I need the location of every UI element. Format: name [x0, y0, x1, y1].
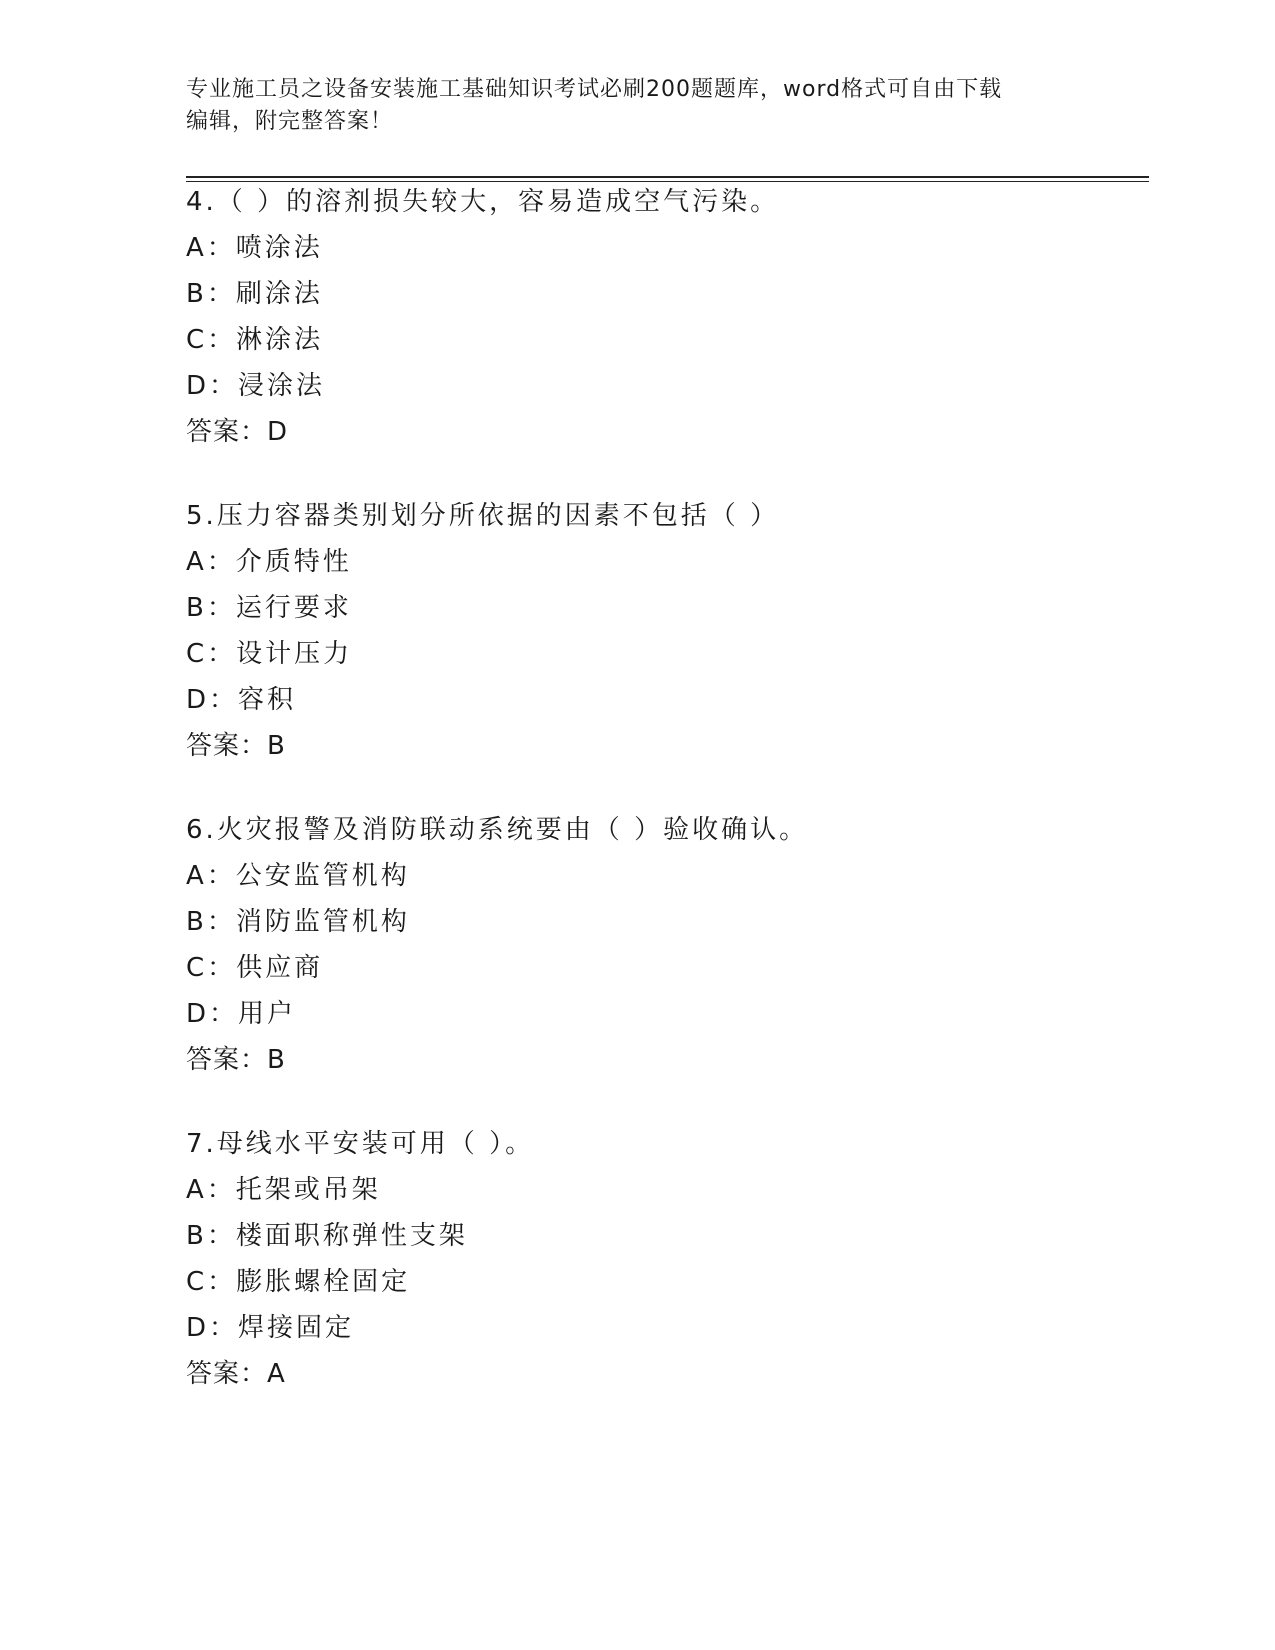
option-a: A：公安监管机构 — [186, 861, 410, 891]
option-d: D：浸涂法 — [186, 371, 326, 401]
option-a: A：喷涂法 — [186, 233, 323, 263]
question-stem: 6.火灾报警及消防联动系统要由（ ）验收确认。 — [186, 815, 809, 845]
option-d: D：用户 — [186, 999, 297, 1029]
answer-line: 答案：A — [186, 1359, 286, 1389]
header-line-1: 专业施工员之设备安装施工基础知识考试必刷200题题库，word格式可自由下载 — [186, 77, 1003, 102]
option-a: A：托架或吊架 — [186, 1175, 381, 1205]
question-6 — [186, 807, 1146, 1083]
option-d: D：容积 — [186, 685, 297, 715]
header-divider-thick — [186, 176, 1149, 178]
option-c: C：膨胀螺栓固定 — [186, 1267, 411, 1297]
question-stem: 4.（ ）的溶剂损失较大，容易造成空气污染。 — [186, 187, 780, 217]
question-stem: 7.母线水平安装可用（ ）。 — [186, 1129, 535, 1159]
option-a: A：介质特性 — [186, 547, 352, 577]
document-header — [186, 74, 1066, 138]
question-4 — [186, 179, 1146, 455]
answer-line: 答案：D — [186, 417, 289, 447]
option-b: B：消防监管机构 — [186, 907, 410, 937]
option-d: D：焊接固定 — [186, 1313, 355, 1343]
question-5 — [186, 493, 1146, 769]
answer-line: 答案：B — [186, 731, 286, 761]
option-b: B：运行要求 — [186, 593, 352, 623]
header-line-2: 编辑，附完整答案！ — [186, 109, 394, 134]
option-c: C：设计压力 — [186, 639, 353, 669]
answer-line: 答案：B — [186, 1045, 286, 1075]
question-7 — [186, 1121, 1146, 1397]
option-c: C：淋涂法 — [186, 325, 324, 355]
option-b: B：刷涂法 — [186, 279, 323, 309]
question-stem: 5.压力容器类别划分所依据的因素不包括（ ） — [186, 501, 780, 531]
option-c: C：供应商 — [186, 953, 324, 983]
option-b: B：楼面职称弹性支架 — [186, 1221, 468, 1251]
